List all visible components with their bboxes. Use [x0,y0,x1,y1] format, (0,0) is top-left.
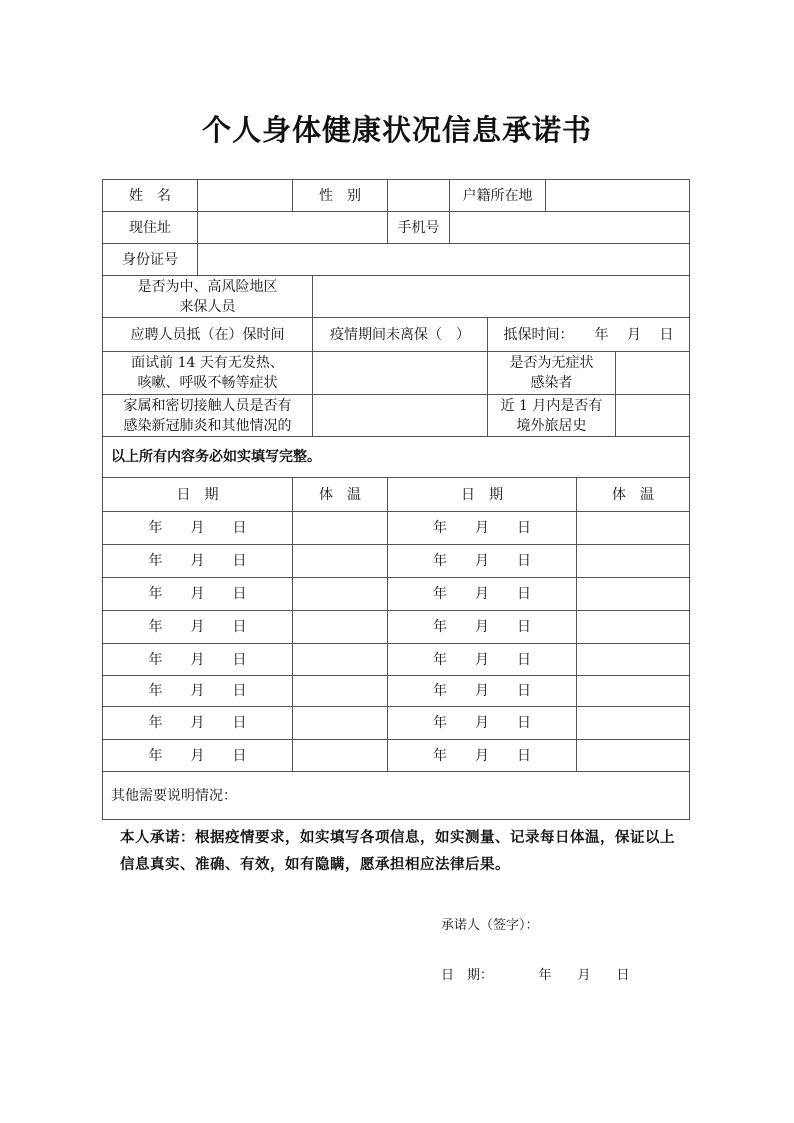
contacts-label [102,394,313,437]
phone-field[interactable] [449,211,690,244]
date-header-right: 日 期 [387,477,577,512]
arrival-date-field[interactable]: 抵保时间： 年 月 日 [487,317,690,352]
signature-date: 日 期： 年 月 日 [441,968,630,983]
date-cell-right[interactable]: 年 月 日 [387,610,577,644]
date-header-left: 日 期 [102,477,293,512]
symptoms-field[interactable] [312,351,488,395]
symptoms-line2: 咳嗽、呼吸不畅等症状 [137,375,278,391]
date-cell-right[interactable]: 年 月 日 [387,739,577,772]
hukou-label: 户籍所在地 [449,179,546,212]
date-cell-left[interactable]: 年 月 日 [102,544,293,578]
temperature-cell-right[interactable] [576,610,690,644]
abroad-label [487,394,616,437]
date-cell-right[interactable]: 年 月 日 [387,511,577,545]
temperature-cell-right[interactable] [576,511,690,545]
temperature-cell-right[interactable] [576,739,690,772]
notice-text: 以上所有内容务必如实填写完整。 [102,436,690,478]
other-notes-field[interactable]: 其他需要说明情况： [102,771,690,820]
temperature-cell-left[interactable] [292,675,388,707]
symptoms-line1: 面试前 14 天有无发热、 [131,355,284,371]
risk-area-field[interactable] [312,275,690,318]
temperature-cell-right[interactable] [576,706,690,740]
phone-label: 手机号 [387,211,450,244]
gender-field[interactable] [387,179,450,212]
date-cell-right[interactable]: 年 月 日 [387,577,577,611]
risk-area-label [102,275,313,318]
abroad-field[interactable] [615,394,690,437]
date-cell-left[interactable]: 年 月 日 [102,577,293,611]
name-field[interactable] [197,179,293,212]
temp-header-right: 体 温 [576,477,690,512]
asymptomatic-line1: 是否为无症状 [509,355,594,371]
temp-header-left: 体 温 [292,477,388,512]
temperature-cell-left[interactable] [292,544,388,578]
asymptomatic-field[interactable] [615,351,690,395]
contacts-line1: 家属和密切接触人员是否有 [123,397,292,414]
date-cell-left[interactable]: 年 月 日 [102,511,293,545]
temperature-cell-right[interactable] [576,577,690,611]
risk-area-line1: 是否为中、高风险地区 [137,278,278,295]
arrival-time-label: 应聘人员抵（在）保时间 [102,317,313,352]
date-cell-left[interactable]: 年 月 日 [102,706,293,740]
contacts-line2: 感染新冠肺炎和其他情况的 [123,417,292,434]
address-field[interactable] [197,211,388,244]
address-label: 现住址 [102,211,198,244]
name-label: 姓 名 [102,179,198,212]
date-cell-left[interactable]: 年 月 日 [102,675,293,707]
temperature-cell-right[interactable] [576,643,690,676]
hukou-field[interactable] [545,179,690,212]
date-cell-left[interactable]: 年 月 日 [102,610,293,644]
temperature-cell-left[interactable] [292,706,388,740]
date-cell-right[interactable]: 年 月 日 [387,643,577,676]
temperature-cell-left[interactable] [292,643,388,676]
temperature-cell-left[interactable] [292,511,388,545]
symptoms-label [102,351,313,395]
temperature-cell-left[interactable] [292,610,388,644]
asymptomatic-label [487,351,616,395]
date-cell-right[interactable]: 年 月 日 [387,706,577,740]
gender-label: 性 别 [292,179,388,212]
abroad-line1: 近 1 月内是否有 [500,397,603,414]
risk-area-line2: 来保人员 [179,298,236,315]
temperature-cell-left[interactable] [292,577,388,611]
abroad-line2: 境外旅居史 [516,417,587,434]
promise-text: 本人承诺：根据疫情要求，如实填写各项信息，如实测量、记录每日体温，保证以上信息真实、准确、有效，如有隐瞒，愿承担相应法律后果。 [120,829,675,873]
contacts-field[interactable] [312,394,488,437]
temperature-cell-left[interactable] [292,739,388,772]
signer-label: 承诺人（签字）： [441,918,539,933]
not-left-field[interactable]: 疫情期间未离保（ ） [312,317,488,352]
temperature-cell-right[interactable] [576,675,690,707]
date-cell-left[interactable]: 年 月 日 [102,739,293,772]
id-number-field[interactable] [197,243,690,276]
id-number-label: 身份证号 [102,243,198,276]
date-cell-right[interactable]: 年 月 日 [387,675,577,707]
temperature-cell-right[interactable] [576,544,690,578]
date-cell-right[interactable]: 年 月 日 [387,544,577,578]
date-cell-left[interactable]: 年 月 日 [102,643,293,676]
asymptomatic-line2: 感染者 [530,375,573,391]
page-title: 个人身体健康状况信息承诺书 [201,113,592,147]
